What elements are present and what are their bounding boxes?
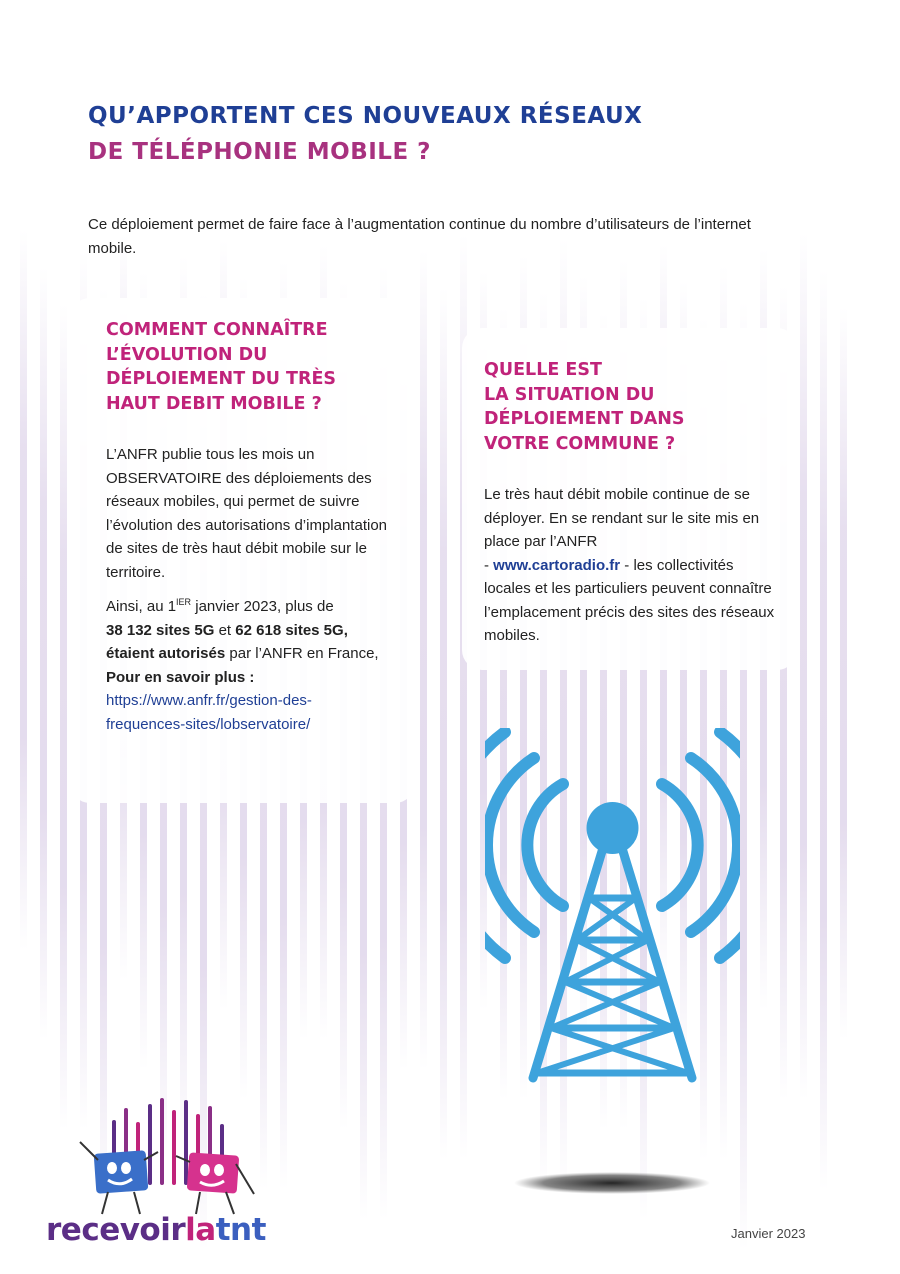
blue-mascot-eye: [107, 1162, 117, 1174]
left-heading-line: HAUT DEBIT MOBILE ?: [106, 393, 322, 414]
right-heading-line: LA SITUATION DU: [484, 384, 655, 405]
page-title: [88, 98, 642, 170]
tower-shadow: [512, 1168, 712, 1198]
p2-authorized: étaient autorisés: [106, 645, 226, 662]
background-stripe: [420, 250, 427, 1070]
p2-after: par l’ANFR en France,: [225, 645, 379, 662]
right-p-before: Le très haut débit mobile continue de se déployer. En se rendant sur le site mis en place par l’ANFR: [484, 486, 760, 550]
background-stripe: [40, 267, 47, 1040]
background-stripe: [800, 233, 807, 1100]
cartoradio-link[interactable]: www.cartoradio.fr: [493, 556, 621, 574]
p2-prefix: Ainsi, au 1: [106, 598, 177, 615]
right-heading-line: VOTRE COMMUNE ?: [484, 433, 676, 454]
right-card-paragraph: [484, 483, 784, 648]
p2-mid: et: [214, 621, 236, 639]
right-heading-line: DÉPLOIEMENT DANS: [484, 409, 685, 429]
more-info-label: Pour en savoir plus :: [106, 668, 255, 686]
background-stripe: [20, 230, 27, 950]
observatoire-link-line-1: https://www.anfr.fr/gestion-des-: [106, 692, 312, 709]
logo-sound-bar: [148, 1104, 152, 1185]
blue-mascot-body: [94, 1150, 149, 1194]
right-p-dash: -: [484, 556, 494, 574]
observatoire-link-line-2: frequences-sites/lobservatoire/: [106, 715, 311, 733]
logo-sound-bar: [172, 1110, 176, 1185]
logo-part-tnt: tnt: [215, 1212, 266, 1248]
observatoire-link[interactable]: [106, 692, 312, 733]
left-card-paragraph-1: L’ANFR publie tous les mois un OBSERVATOIRE des déploiements des réseaux mobiles, qui permet de suivre l’évolution des autorisations d’implantation de sites de très haut débit mobile sur le territoire.: [106, 446, 388, 581]
logo-part-recevoir: recevoir: [46, 1212, 186, 1248]
p2-sites-count-1: 38 132 sites 5G: [106, 621, 215, 639]
background-stripe: [840, 307, 847, 1040]
pink-mascot-body: [187, 1152, 240, 1193]
brand-logo-text: [46, 1212, 266, 1248]
logo-part-la: la: [185, 1212, 216, 1248]
pink-mascot-eye: [200, 1164, 210, 1176]
right-heading-line: QUELLE EST: [484, 360, 602, 380]
background-stripe: [820, 270, 827, 1190]
logo-sound-bar: [160, 1098, 164, 1185]
right-p-after: - les collectivités locales et les particuliers peuvent connaître l’emplacement précis des sites des réseaux mobiles.: [484, 556, 775, 644]
pink-mascot-eye: [214, 1164, 224, 1176]
blue-mascot-eye: [121, 1162, 131, 1174]
left-card-paragraph-2: [106, 595, 406, 736]
right-card-heading: [484, 358, 784, 456]
logo-sound-bar: [184, 1100, 188, 1185]
footer-date: Janvier 2023: [731, 1226, 806, 1241]
left-heading-line: L’ÉVOLUTION DU: [106, 344, 268, 365]
left-heading-line: COMMENT CONNAÎTRE: [106, 320, 328, 340]
background-stripe: [440, 287, 447, 1160]
left-heading-line: DÉPLOIEMENT DU TRÈS: [106, 369, 337, 389]
p2-date: janvier 2023, plus de: [191, 598, 334, 615]
title-line-1: QU’APPORTENT CES NOUVEAUX RÉSEAUX: [88, 103, 643, 129]
background-stripe: [60, 304, 67, 1130]
radio-tower-icon: [485, 728, 740, 1088]
p2-superscript: IER: [176, 597, 192, 607]
title-line-2: DE TÉLÉPHONIE MOBILE ?: [88, 139, 432, 165]
intro-paragraph: Ce déploiement permet de faire face à l’augmentation continue du nombre d’utilisateurs de l’internet mobile.: [88, 216, 751, 257]
left-card-heading: [106, 318, 406, 416]
p2-sites-count-2: 62 618 sites 5G,: [235, 621, 348, 639]
